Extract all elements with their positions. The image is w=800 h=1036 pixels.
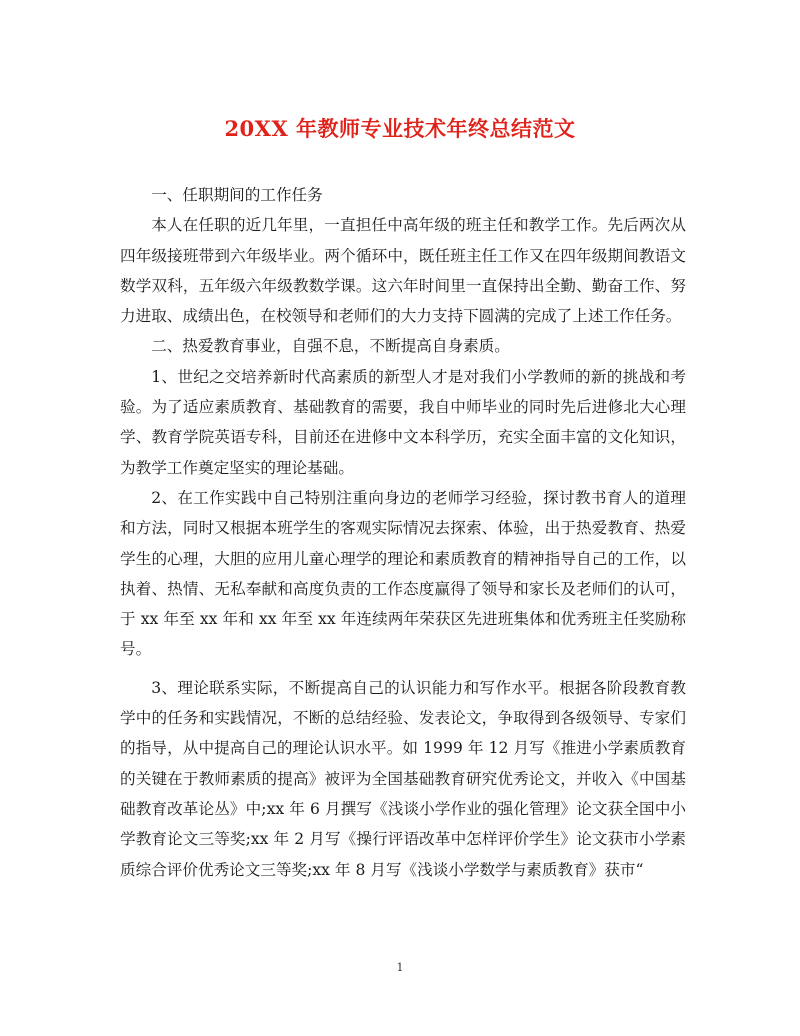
paragraph: 3、理论联系实际，不断提高自己的认识能力和写作水平。根据各阶段教育教学中的任务和实践情况，不断的总结经验、发表论文，争取得到各级领导、专家们的指导，从中提高自己的理论认识水平。如 1999 年 12 月写《推进小学素质教育的关键在于教师素质的提高》被评为全国基础教育研究优秀论文，并收入《中国基础教育改革论丛》中;xx 年 6 月撰写《浅谈小学作业的强化管理》论文获全国中小学教育论文三等奖;xx 年 2 月写《操行评语改革中怎样评价学生》论文获市小学素质综合评价优秀论文三等奖;xx 年 8 月写《浅谈小学数学与素质教育》获市“	[120, 678, 686, 879]
section-heading-1: 一、任职期间的工作任务	[151, 186, 323, 204]
section-heading-2: 二、热爱教育事业，自强不息，不断提高自身素质。	[151, 337, 510, 356]
document-title: 20XX 年教师专业技术年终总结范文	[224, 116, 576, 141]
paragraph: 1、世纪之交培养新时代高素质的新型人才是对我们小学教师的新的挑战和考验。为了适应素质教育、基础教育的需要，我自中师毕业的同时先后进修北大心理学、教育学院英语专科，目前还在进修中文本科学历，充实全面丰富的文化知识，为教学工作奠定坚实的理论基础。	[120, 367, 686, 477]
paragraph: 2、在工作实践中自己特别注重向身边的老师学习经验，探讨教书育人的道理和方法，同时又根据本班学生的客观实际情况去探索、体验，出于热爱教育、热爱学生的心理，大胆的应用儿童心理学的理论和素质教育的精神指导自己的工作，以执着、热情、无私奉献和高度负责的工作态度赢得了领导和家长及老师们的认可，于 xx 年至 xx 年和 xx 年至 xx 年连续两年荣获区先进班集体和优秀班主任奖励称号。	[120, 488, 686, 659]
page-number: 1	[396, 961, 404, 974]
paragraph: 本人在任职的近几年里，一直担任中高年级的班主任和教学工作。先后两次从四年级接班带到六年级毕业。两个循环中，既任班主任工作又在四年级期间教语文数学双科，五年级六年级教数学课。这六年时间里一直保持出全勤、勤奋工作、努力进取、成绩出色，在校领导和老师们的大力支持下圆满的完成了上述工作任务。	[120, 216, 686, 326]
document-body	[120, 180, 686, 885]
